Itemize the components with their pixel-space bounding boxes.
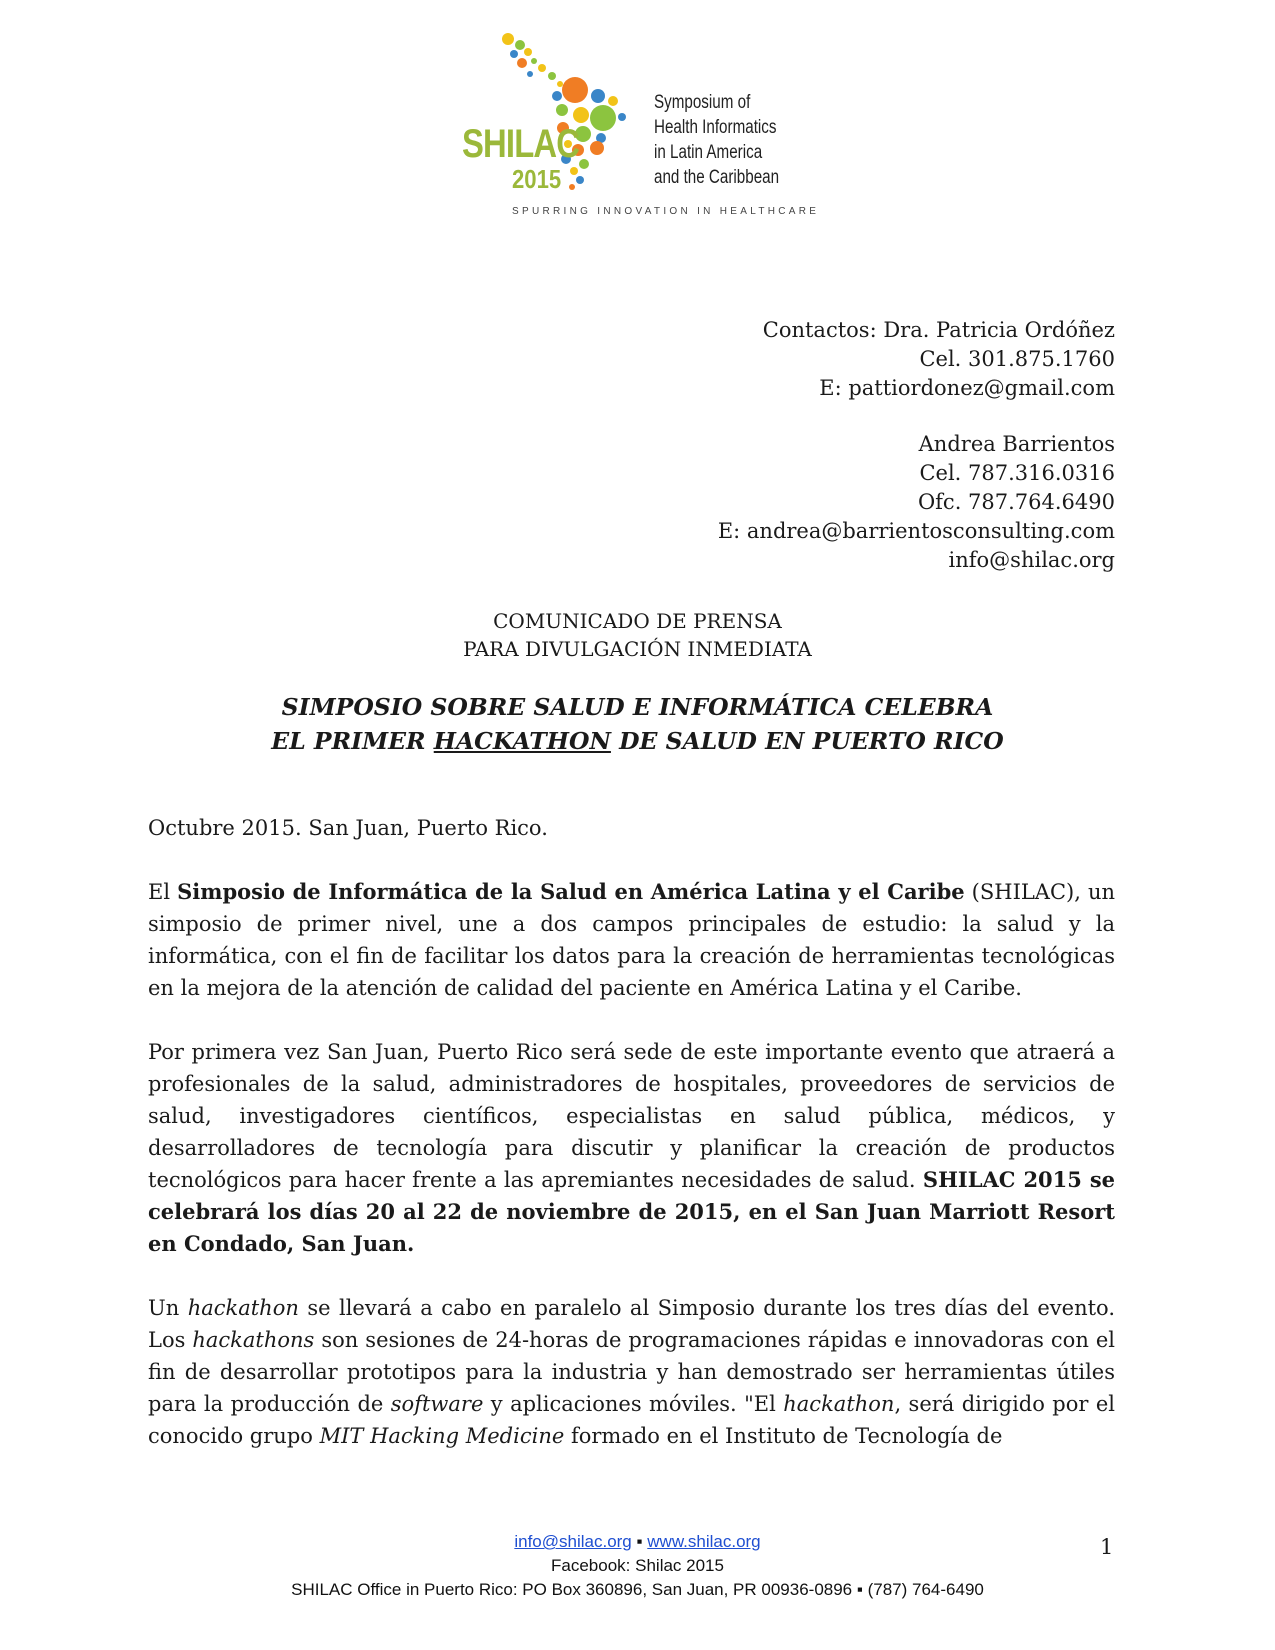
text: se llevará a cabo en paralelo al Simposio durante los tres días del evento. Los bbox=[148, 1296, 1115, 1352]
footer-web-link[interactable]: www.shilac.org bbox=[647, 1532, 761, 1551]
text: , será dirigido por el conocido grupo bbox=[148, 1392, 1115, 1448]
italic-text: hackathons bbox=[192, 1328, 315, 1352]
logo-tagline: SPURRING INNOVATION IN HEALTHCARE bbox=[512, 206, 820, 217]
contact-1-name: Contactos: Dra. Patricia Ordóñez bbox=[762, 318, 1115, 342]
text: formado en el Instituto de Tecnología de bbox=[564, 1424, 1003, 1448]
headline-text: EL PRIMER bbox=[271, 727, 434, 755]
dateline: Octubre 2015. San Juan, Puerto Rico. bbox=[148, 816, 548, 840]
italic-text: hackathon bbox=[783, 1392, 895, 1416]
body-text bbox=[148, 812, 1115, 1452]
logo-line: Health Informatics bbox=[654, 117, 777, 138]
headline-text: DE SALUD EN PUERTO RICO bbox=[610, 727, 1004, 755]
italic-text: hackathon bbox=[187, 1296, 299, 1320]
contact-2-email: E: andrea@barrientosconsulting.com bbox=[717, 519, 1115, 543]
italic-text: MIT Hacking Medicine bbox=[319, 1424, 565, 1448]
shilac-logo bbox=[462, 30, 820, 225]
press-line-1: COMUNICADO DE PRENSA bbox=[493, 609, 782, 633]
footer bbox=[0, 1530, 1275, 1602]
contact-1-email: E: pattiordonez@gmail.com bbox=[819, 376, 1115, 400]
text: y aplicaciones móviles. "El bbox=[483, 1392, 784, 1416]
logo-year: 2015 bbox=[512, 164, 562, 194]
logo-line: and the Caribbean bbox=[654, 167, 780, 188]
text: Por primera vez San Juan, Puerto Rico será sede de este importante evento que atraerá a profesionales de la salud, administradores de hospitales, proveedores de servicios de salud, investigadores científicos, especialistas en salud pública, médicos, y desarrolladores de tecnología para discutir y planificar la creación de productos tecnológicos para hacer frente a las apremiantes necesidades de salud. bbox=[148, 1040, 1115, 1192]
footer-email-link[interactable]: info@shilac.org bbox=[514, 1532, 632, 1551]
text: son sesiones de 24-horas de programaciones rápidas e innovadoras con el fin de desarrollar prototipos para la industria y han demostrado ser herramientas útiles para la producción de bbox=[148, 1328, 1115, 1416]
contact-2-cel: Cel. 787.316.0316 bbox=[919, 461, 1115, 485]
headline-line-2 bbox=[0, 724, 1275, 758]
logo-subtitle bbox=[654, 90, 779, 190]
text: El bbox=[148, 880, 178, 904]
contact-2-name: Andrea Barrientos bbox=[918, 432, 1115, 456]
paragraph-3 bbox=[148, 1292, 1115, 1452]
headline bbox=[0, 690, 1275, 758]
contact-1-cel: Cel. 301.875.1760 bbox=[919, 347, 1115, 371]
contact-2-info: info@shilac.org bbox=[948, 548, 1115, 572]
headline-line-1: SIMPOSIO SOBRE SALUD E INFORMÁTICA CELEBRA bbox=[281, 693, 994, 721]
press-line-2: PARA DIVULGACIÓN INMEDIATA bbox=[463, 637, 812, 661]
text: Un bbox=[148, 1296, 188, 1320]
headline-underlined: HACKATHON bbox=[433, 727, 611, 755]
logo-line: Symposium of bbox=[654, 92, 751, 113]
text: (SHILAC), un simposio de primer nivel, une a dos campos principales de estudio: la salud y la informática, con el fin de facilitar los datos para la creación de herramientas tecnológicas en la mejora de la atención de calidad del paciente en América Latina y el Caribe. bbox=[148, 880, 1115, 1000]
footer-facebook: Facebook: Shilac 2015 bbox=[551, 1556, 724, 1575]
contact-2-office: Ofc. 787.764.6490 bbox=[917, 490, 1115, 514]
logo-brand: SHILAC bbox=[462, 122, 580, 166]
bold-text: SHILAC 2015 se celebrará los días 20 al 22 de noviembre de 2015, en el San Juan Marriott Resort en Condado, San Juan. bbox=[148, 1167, 1115, 1256]
footer-separator: ▪ bbox=[631, 1532, 648, 1551]
press-release-label bbox=[0, 607, 1275, 663]
page-number: 1 bbox=[1100, 1535, 1114, 1559]
footer-links bbox=[0, 1530, 1275, 1554]
paragraph-1 bbox=[148, 876, 1115, 1004]
bold-text: Simposio de Informática de la Salud en América Latina y el Caribe bbox=[177, 879, 965, 904]
footer-address: SHILAC Office in Puerto Rico: PO Box 360896, San Juan, PR 00936-0896 ▪ (787) 764-6490 bbox=[291, 1580, 984, 1599]
contacts-block bbox=[718, 316, 1115, 575]
paragraph-2 bbox=[148, 1036, 1115, 1260]
italic-text: software bbox=[390, 1392, 484, 1416]
logo-line: in Latin America bbox=[654, 142, 763, 163]
